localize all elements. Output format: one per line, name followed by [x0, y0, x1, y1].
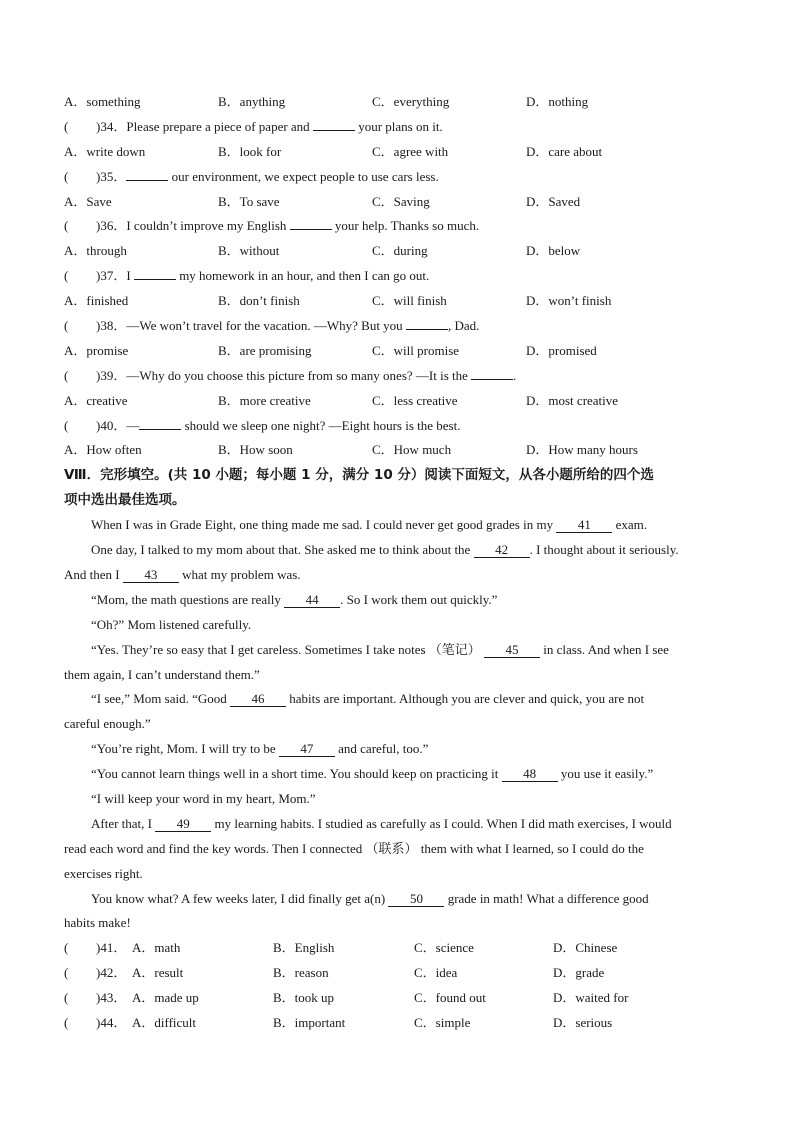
question-number: )41．	[96, 940, 127, 956]
question-text: )34．Please prepare a piece of paper and your plans on it.	[96, 118, 443, 134]
option-row-36	[64, 239, 732, 264]
answer-blank	[126, 180, 168, 181]
option-a: A．creative	[64, 392, 128, 408]
option-d: D．below	[526, 243, 581, 259]
option-c: C．will promise	[372, 342, 460, 358]
question-37	[64, 264, 732, 289]
option-a: A．write down	[64, 143, 146, 159]
cloze-question-43	[64, 986, 732, 1011]
exam-page	[64, 90, 732, 1036]
cloze-question-41	[64, 936, 732, 961]
cloze-blank-48: 48	[502, 767, 558, 782]
answer-bracket: (	[64, 318, 69, 334]
cloze-blank-42: 42	[474, 543, 530, 558]
option-a: A．How often	[64, 442, 142, 458]
question-number: )43．	[96, 990, 127, 1006]
question-text: )38．—We won’t travel for the vacation. —Why? But you , Dad.	[96, 318, 480, 334]
option-d: D．promised	[526, 342, 597, 358]
option-a: A．finished	[64, 293, 129, 309]
option-row-33	[64, 90, 732, 115]
option-d: D．Saved	[526, 193, 581, 209]
option-c: C．How much	[372, 442, 452, 458]
passage-line: After that, I 49 my learning habits. I studied as carefully as I could. When I did math exercises, I would	[91, 815, 672, 831]
question-number: )44．	[96, 1014, 127, 1030]
passage-line: “You’re right, Mom. I will try to be 47 and careful, too.”	[91, 741, 429, 757]
passage-line: habits make!	[64, 915, 131, 931]
option-d: D．most creative	[526, 392, 619, 408]
option-b: B．don’t finish	[218, 293, 300, 309]
passage-line: And then I 43 what my problem was.	[64, 566, 301, 582]
question-number: )42．	[96, 965, 127, 981]
option-d: D．waited for	[553, 990, 629, 1006]
passage-line: “I will keep your word in my heart, Mom.”	[91, 790, 316, 806]
answer-blank	[134, 279, 176, 280]
cloze-blank-41: 41	[556, 518, 612, 533]
passage-line: careful enough.”	[64, 716, 151, 732]
passage-line: “Oh?” Mom listened carefully.	[91, 616, 252, 632]
option-b: B．more creative	[218, 392, 311, 408]
option-a: A．result	[132, 965, 184, 981]
question-39	[64, 364, 732, 389]
option-row-37	[64, 289, 732, 314]
question-40	[64, 414, 732, 439]
question-text: )37．I my homework in an hour, and then I can go out.	[96, 268, 430, 284]
option-c: C．simple	[414, 1014, 471, 1030]
option-b: B．important	[273, 1014, 346, 1030]
option-b: B．took up	[273, 990, 335, 1006]
option-row-40	[64, 438, 732, 463]
option-c: C．science	[414, 940, 474, 956]
cloze-question-42	[64, 961, 732, 986]
question-35	[64, 165, 732, 190]
option-c: C．during	[372, 243, 428, 259]
option-d: D．care about	[526, 143, 603, 159]
option-d: D．serious	[553, 1014, 613, 1030]
answer-blank	[139, 429, 181, 430]
answer-bracket: (	[64, 1014, 69, 1030]
option-d: D．nothing	[526, 94, 589, 109]
option-b: B．look for	[218, 143, 282, 159]
section-heading-line1: Ⅷ．完形填空。(共 10 小题；每小题 1 分，满分 10 分）阅读下面短文，从各小题所给的四个选	[64, 467, 654, 484]
option-c: C．everything	[372, 94, 450, 109]
option-a: A．something	[64, 94, 141, 109]
option-d: D．How many hours	[526, 442, 638, 458]
option-b: B．anything	[218, 94, 286, 109]
answer-blank	[471, 379, 513, 380]
answer-bracket: (	[64, 168, 69, 184]
question-text: )36．I couldn’t improve my English your help. Thanks so much.	[96, 218, 480, 234]
option-b: B．How soon	[218, 442, 293, 458]
answer-bracket: (	[64, 218, 69, 234]
section-heading-line2: 项中选出最佳选项。	[64, 492, 186, 509]
answer-blank	[406, 329, 448, 330]
option-row-35	[64, 190, 732, 215]
cloze-blank-43: 43	[123, 568, 179, 583]
answer-bracket: (	[64, 940, 69, 956]
cloze-blank-44: 44	[284, 593, 340, 608]
option-a: A．through	[64, 243, 127, 259]
answer-bracket: (	[64, 990, 69, 1006]
section-heading	[64, 463, 732, 513]
cloze-blank-49: 49	[155, 817, 211, 832]
cloze-blank-46: 46	[230, 692, 286, 707]
option-a: A．promise	[64, 342, 129, 358]
passage-line: “I see,” Mom said. “Good 46 habits are important. Although you are clever and quick, you are not	[91, 691, 645, 707]
option-c: C．idea	[414, 965, 458, 981]
option-a: A．math	[132, 940, 181, 956]
passage-line: them again, I can’t understand them.”	[64, 666, 260, 682]
option-c: C．Saving	[372, 193, 430, 209]
answer-bracket: (	[64, 417, 69, 433]
question-text: )35． our environment, we expect people to use cars less.	[96, 168, 439, 184]
option-a: A．Save	[64, 193, 112, 209]
option-d: D．grade	[553, 965, 605, 981]
option-row-34	[64, 140, 732, 165]
option-b: B．are promising	[218, 342, 312, 358]
cloze-blank-45: 45	[484, 643, 540, 658]
option-c: C．agree with	[372, 143, 449, 159]
answer-bracket: (	[64, 367, 69, 383]
passage-line: When I was in Grade Eight, one thing made me sad. I could never get good grades in my 41 exam.	[91, 517, 647, 533]
question-36	[64, 214, 732, 239]
question-text: )40．— should we sleep one night? —Eight hours is the best.	[96, 417, 461, 433]
option-row-39	[64, 389, 732, 414]
passage-line: read each word and find the key words. Then I connected （联系） them with what I learned, so I could do the	[64, 840, 644, 856]
option-c: C．will finish	[372, 293, 447, 309]
option-b: B．English	[273, 940, 335, 956]
answer-bracket: (	[64, 965, 69, 981]
passage-line: exercises right.	[64, 865, 143, 881]
passage-line: “Yes. They’re so easy that I get careless. Sometimes I take notes （笔记） 45 in class. And when I see	[91, 641, 669, 657]
option-row-38	[64, 339, 732, 364]
option-d: D．Chinese	[553, 940, 618, 956]
cloze-blank-47: 47	[279, 742, 335, 757]
option-b: B．reason	[273, 965, 329, 981]
question-text: )39．—Why do you choose this picture from so many ones? —It is the .	[96, 367, 517, 383]
passage-line: You know what? A few weeks later, I did finally get a(n) 50 grade in math! What a difference good	[91, 890, 649, 906]
answer-blank	[313, 130, 355, 131]
cloze-blank-50: 50	[388, 892, 444, 907]
question-38	[64, 314, 732, 339]
option-a: A．difficult	[132, 1014, 197, 1030]
question-34	[64, 115, 732, 140]
option-d: D．won’t finish	[526, 293, 612, 309]
answer-bracket: (	[64, 118, 69, 134]
passage-line: “You cannot learn things well in a short time. You should keep on practicing it 48 you use it easily.”	[91, 766, 654, 782]
answer-bracket: (	[64, 268, 69, 284]
answer-blank	[290, 229, 332, 230]
cloze-passage	[64, 513, 732, 936]
passage-line: One day, I talked to my mom about that. She asked me to think about the 42 . I thought about it seriously.	[91, 542, 679, 558]
option-b: B．without	[218, 243, 280, 259]
option-a: A．made up	[132, 990, 199, 1006]
option-c: C．less creative	[372, 392, 458, 408]
cloze-question-44	[64, 1011, 732, 1036]
passage-line: “Mom, the math questions are really 44 . So I work them out quickly.”	[91, 591, 498, 607]
option-c: C．found out	[414, 990, 486, 1006]
option-b: B．To save	[218, 193, 280, 209]
